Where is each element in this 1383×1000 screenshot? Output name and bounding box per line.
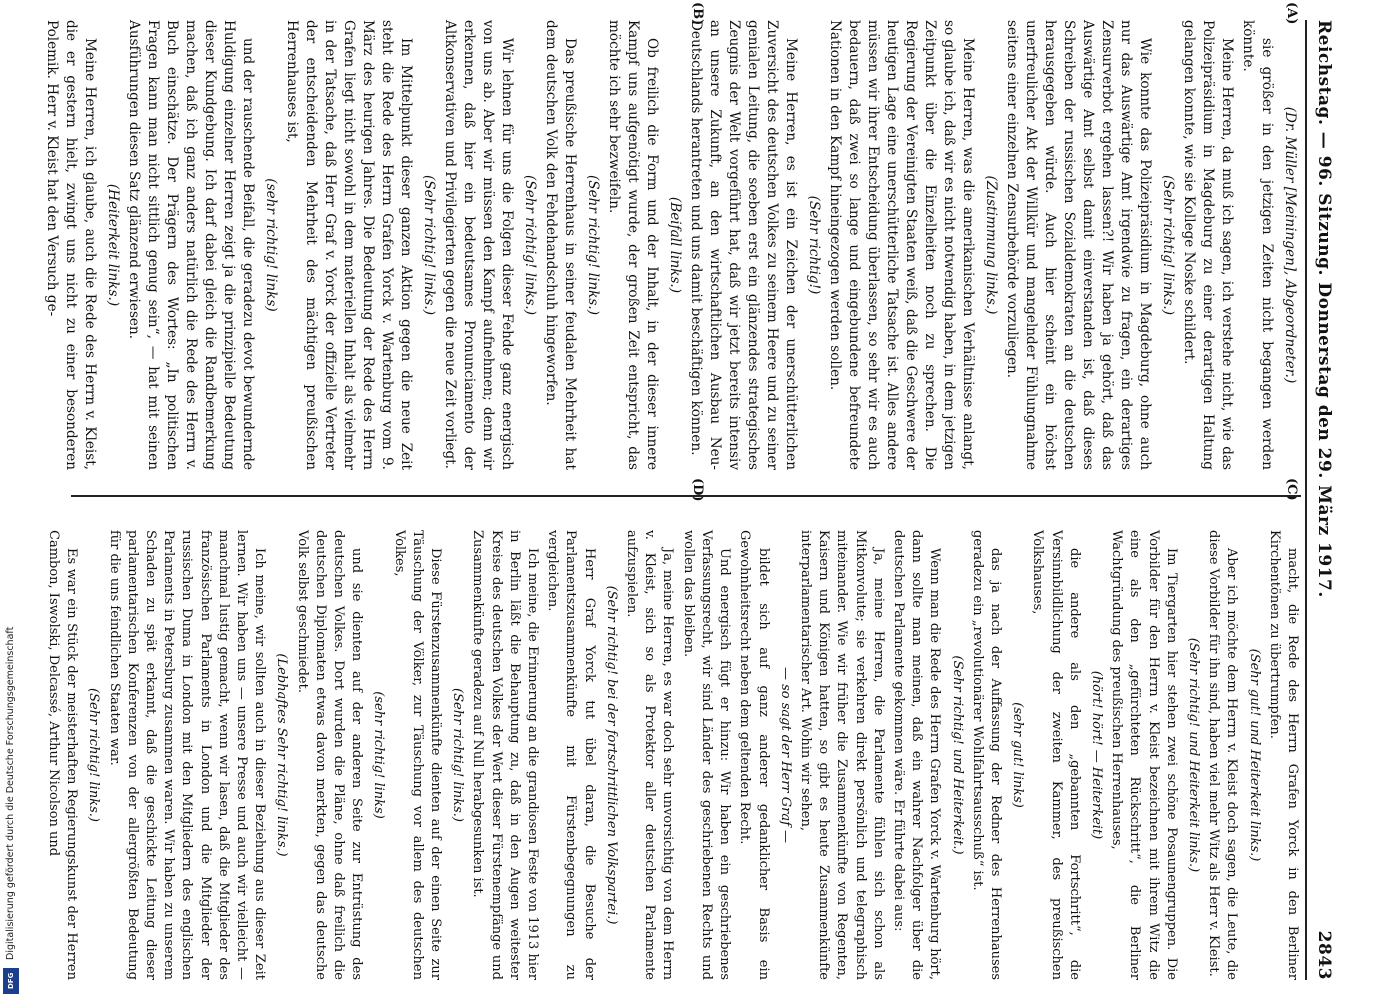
- page-number: 2843: [1314, 930, 1334, 980]
- interjection: (Sehr gut! und Heiterkeit links.): [1246, 648, 1262, 862]
- right-column: [42, 530, 1301, 980]
- interjection: — so sagt der Herr Graf —: [777, 666, 793, 844]
- paragraph: Ob freilich die Form und der Inhalt, in der dieser innere Kampf uns aufgenötigt wurde, der großen Zeit entspricht, das möchte ich sehr bezweifeln.: [606, 20, 660, 470]
- paragraph: Herr Graf Yorck tut übel daran, die Besuche der Parlamentszusammenkünfte mit Fürstenbegegnungen zu vergleichen.: [545, 530, 597, 980]
- paragraph: bildet sich auf ganz anderer gedanklicher Basis ein Gewohnheitsrecht neben dem geltenden Recht.: [737, 530, 771, 980]
- dfg-logo-icon: DFG: [3, 968, 19, 994]
- interjection: (hört! hört! — Heiterkeit): [1088, 670, 1104, 840]
- digitization-note: Digitalisierung gefördert durch die Deutsche Forschungsgemeinschaft: [5, 626, 16, 960]
- interjection: (Sehr richtig! links.): [522, 174, 538, 316]
- paragraph: Es war ein Stück der meisterhaften Regierungskunst der Herren Cambon, Iswolski, Delcassé, Arthur Nicolson und: [46, 530, 80, 980]
- paragraph: sie größer in den jetzigen Zeiten nicht begangen werden könnte.: [1240, 20, 1275, 470]
- paragraph: macht, die Rede des Herrn Grafen Yorck in den Berliner Kirchentönen zu übertrumpfen.: [1266, 530, 1300, 980]
- paragraph: Das preußische Herrenhaus in seiner feudalen Mehrheit hat dem deutschen Volk den Fehdehandschuh hingeworfen.: [543, 20, 578, 470]
- margin-mark-a: (A): [1284, 2, 1299, 25]
- document-page: [25, 0, 1345, 1000]
- paragraph: und sie dienten auf der anderen Seite zur Entrüstung des deutschen Volkes. Dort wurden die Pläne, ohne daß freilich die deutschen Diplomaten etwas davon merkten, gegen das deutsche Volk selbst geschmiedet.: [294, 530, 365, 980]
- paragraph: Wir lehnen für uns die Folgen dieser Fehde ganz energisch von uns ab. Aber wir müssen den Kampf aufnehmen; denn wir erkennen, daß hier ein bedeutsames Pronunciamento der Altkonservativen und Privilegierten gegen die neue Zeit vorliegt.: [442, 20, 515, 470]
- left-column: [40, 20, 1301, 470]
- interjection: (Sehr richtig! bei der fortschrittlichen Volkspartei.): [603, 585, 619, 925]
- margin-mark-d: (D): [690, 478, 705, 502]
- speaker-line: (Dr. Müller [Meiningen], Abgeordneter.): [1282, 106, 1298, 384]
- interjection: (Zustimmung links.): [983, 175, 999, 315]
- paragraph: Ich meine, wir sollten auch in dieser Beziehung aus dieser Zeit lernen. Wir haben uns — unsere Presse und auch wir vielleicht — manchmal lustig gemacht, wenn wir lasen, daß die Mitglieder des französischen Parlaments in London und die Mitglieder der russischen Duma in London mit den Mitgliedern des englischen Parlaments in Petersburg zusammen waren. Wir haben zu unserem Schaden zu spät erkannt, daß die geschickte Leitung dieser parlamentarischen Konferenzen von der allergrößten Bedeutung für die uns feindlichen Staaten war.: [106, 530, 268, 980]
- page-header: [1309, 20, 1339, 980]
- paragraph: das ja nach der Auffassung der Redner des Herrenhauses geradezu ein „revolutionärer Wohlfahrtsausschuß“ ist.: [969, 530, 1003, 980]
- paragraph: Aber ich möchte dem Herrn v. Kleist doch sagen, die Leute, die diese Vorbilder für ihn sind, haben viel mehr Witz als Herr v. Kleist.: [1206, 530, 1240, 980]
- paragraph: Meine Herren, ich glaube, auch die Rede des Herrn v. Kleist, die er gestern hielt, zwingt uns nicht zu einer besonderen Polemik. Herr v. Kleist hat den Versuch ge-: [44, 20, 98, 470]
- paragraph: und der rauschende Beifall, die geradezu devot bewundernde Huldigung einzelner Herren zeigt ja die prinzipielle Bedeutung dieser Kundgebung. Ich darf dabei gleich die Randbemerkung machen, daß ich ganz anders natürlich die Rede des Herrn v. Buch einschätze. Der Prägern des Wortes: „In politischen Fragen kann man nicht sittlich genug sein“, — hat mit seinen Ausführungen diesen Satz glänzend erwiesen.: [126, 20, 256, 470]
- paragraph: die andere als den „gebannten Fortschritt“, die Versinnbildlichung der zweiten Kammer, des preußischen Volkshauses,: [1030, 530, 1082, 980]
- interjection: (sehr gut! links): [1010, 702, 1026, 808]
- margin-mark-c: (C): [1284, 478, 1299, 501]
- interjection: (Sehr richtig! links.): [86, 688, 102, 822]
- interjection: (sehr richtig! links): [371, 691, 387, 819]
- interjection: (Sehr richtig! und Heiterkeit links.): [1185, 637, 1201, 873]
- interjection: (Heiterkeit links.): [105, 183, 121, 307]
- interjection: (Sehr richtig! links.): [450, 688, 466, 822]
- interjection: (Beifall links.): [667, 196, 683, 294]
- paragraph: Und energisch fügt er hinzu: Wir haben ein geschriebenes Verfassungsrecht, wir sind Länder des geschriebenen Rechts und wollen das bleiben.: [680, 530, 733, 980]
- paragraph: Meine Herren, es ist ein Zeichen der unerschütterlichen Zuversicht des deutschen Volkes zu seinem Heere und zu seiner genialen Leitung, die soeben erst ein glänzendes strategisches Zeugnis der Welt vorgeführt hat, daß wir jetzt bereits intensiv an unsere Zukunft, an den wirtschaftlichen Ausbau Neu-Deutschlands herantreten und uns damit beschäftigen können.: [688, 20, 799, 470]
- interjection: (Sehr richtig! und Heiterkeit.): [949, 655, 965, 855]
- header-title: Reichstag. — 96. Sitzung. Donnerstag den 29. März 1917.: [1314, 20, 1334, 598]
- margin-mark-b: (B): [690, 2, 705, 26]
- header-rule: [1305, 20, 1307, 980]
- paragraph: Wie konnte das Polizeipräsidium in Magdeburg, ohne auch nur das Auswärtige Amt irgendwie zu fragen, ein derartiges Zensurverbot ergehen lassen?! Wir haben ja gehört, daß das Auswärtige Amt selbst damit einverstanden ist, daß dieses Schreiben der russischen Sozialdemokraten an die deutschen herausgegeben würde. Auch hier scheint ein höchst unerfreulicher Akt der Willkür und mangelnder Fühlungnahme seitens einer einzelnen Zensurbehörde vorzuliegen.: [1004, 20, 1153, 470]
- paragraph: Meine Herren, was die amerikanischen Verhältnisse anlangt, so glaube ich, daß wir es nicht notwendig haben, in dem jetzigen Zeitpunkt über die Einzelheiten noch zu sprechen. Die Regierung der Vereinigten Staaten weiß, daß die Geschwere der heutigen Lage eine unerschütterliche Tatsache ist. Alles andere müssen wir ihrer Entscheidung überlassen, so sehr wir es auch bedauern, daß zwei so lange und eingebundene befreundete Nationen in den Kampf hineingezogen werden sollen.: [827, 20, 976, 470]
- column-divider: [71, 495, 1301, 497]
- paragraph: Im Tiergarten hier stehen zwei schöne Posaunengruppen. Die Vorbilder für den Herrn v. Kleist bezeichnen mit ihrem Witz die eine als den „gefürchteten Rückschritt“, die Berliner Wachtgründung des preußischen Herrenhauses,: [1109, 530, 1179, 980]
- paragraph: Wenn man die Rede des Herrn Grafen Yorck v. Wartenburg hört, dann sollte man meinen, daß ein wahrer Nachfolger über die deutschen Parlamente gekommen wäre. Er führte dabei aus:: [890, 530, 943, 980]
- interjection: (Lebhaftes Sehr richtig! links.): [274, 653, 290, 857]
- interjection: (Sehr richtig! links.): [585, 174, 601, 316]
- interjection: (Sehr richtig! links.): [1160, 174, 1176, 316]
- paragraph: Ja, meine Herren, es war doch sehr unvorsichtig von dem Herrn v. Kleist, sich so als Protektor aller deutschen Parlamente aufzuspielen.: [624, 530, 676, 980]
- paragraph: Diese Fürstenzusammenkünfte dienten auf der einen Seite zur Täuschung der Völker, zur Täuschung vor allem des deutschen Volkes,: [391, 530, 444, 980]
- digitization-sidebar: [0, 0, 22, 1000]
- interjection: (Sehr richtig! links.): [421, 174, 437, 316]
- interjection: (sehr richtig! links): [263, 178, 279, 312]
- paragraph: Meine Herren, da muß ich sagen, ich verstehe nicht, wie das Polizeipräsidium in Magdeburg zu einer derartigen Haltung gelangen konnte, wie sie Kollege Noske schildert.: [1181, 20, 1235, 470]
- paragraph: Ja, meine Herren, die Parlamente fühlen sich schon als Mitkonvolute; sie verkehren direkt persönlich und telegraphisch miteinander. Wie wir früher die Zusammenkünfte von Regenten, Kaisern und Königen hatten, so gibt es heute Zusammenkünfte interparlamentarischer Art. Wohin wir sehen,: [797, 530, 886, 980]
- paragraph: Ich meine, die Erinnerung an die grandiosen Feste von 1913 hier in Berlin läßt die Behauptung zu, daß in den Augen weitester Kreise des deutschen Volkes der Wert dieser Fürstenempfänge und Zusammenkünfte geradezu auf Null herabgesunken ist.: [470, 530, 541, 980]
- paragraph: Im Mittelpunkt dieser ganzen Aktion gegen die neue Zeit steht die Rede des Herrn Grafen Yorck v. Wartenburg vom 9. März des heurigen Jahres. Die Bedeutung der Rede des Herrn Grafen liegt nicht sowohl in dem materiellen Inhalt als vielmehr in der Tatsache, daß Herr Graf v. Yorck der offizielle Vertreter der entscheidenden Mehrheit des mächtigen preußischen Herrenhauses ist,: [284, 20, 414, 470]
- interjection: (Sehr richtig!): [806, 195, 822, 295]
